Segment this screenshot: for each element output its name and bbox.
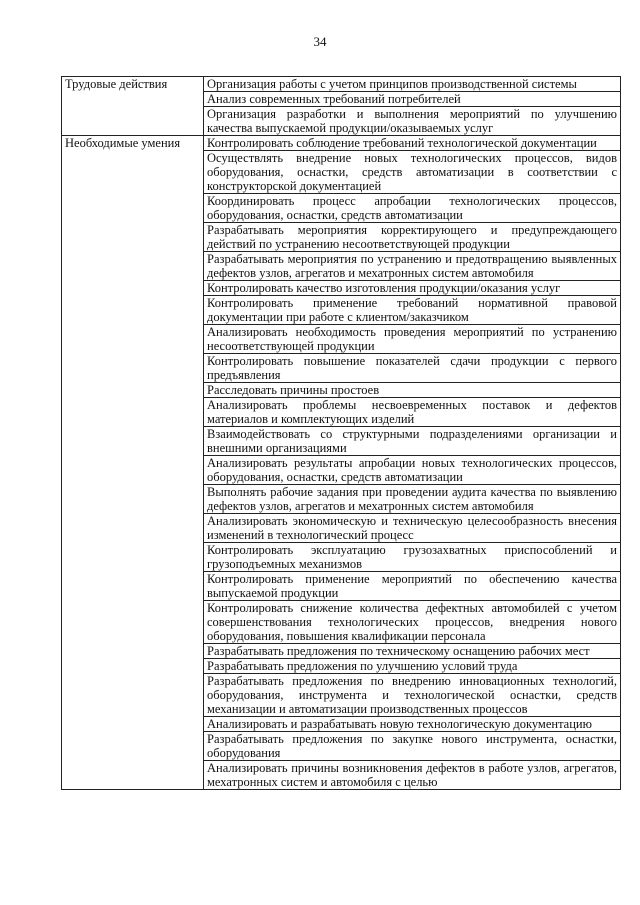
section-label: Необходимые умения bbox=[62, 136, 204, 790]
table-cell: Контролировать снижение количества дефектных автомобилей с учетом совершенствования технологических процессов, внедрения нового оборудования, повышения квалификации персонала bbox=[204, 601, 621, 644]
table-cell: Разрабатывать предложения по улучшению условий труда bbox=[204, 659, 621, 674]
table-cell: Анализировать необходимость проведения мероприятий по устранению несоответствующей продукции bbox=[204, 325, 621, 354]
page-number: 34 bbox=[313, 34, 327, 49]
table-cell: Анализ современных требований потребителей bbox=[204, 92, 621, 107]
table-cell: Контролировать соблюдение требований технологической документации bbox=[204, 136, 621, 151]
table-cell: Контролировать применение мероприятий по обеспечению качества выпускаемой продукции bbox=[204, 572, 621, 601]
table-cell: Контролировать повышение показателей сдачи продукции с первого предъявления bbox=[204, 354, 621, 383]
table-cell: Осуществлять внедрение новых технологических процессов, видов оборудования, оснастки, средств автоматизации в соответствии с конструкторской документацией bbox=[204, 151, 621, 194]
table-cell: Выполнять рабочие задания при проведении аудита качества по выявлению дефектов узлов, агрегатов и мехатронных систем автомобиля bbox=[204, 485, 621, 514]
table-cell: Анализировать проблемы несвоевременных поставок и дефектов материалов и комплектующих изделий bbox=[204, 398, 621, 427]
table-cell: Анализировать и разрабатывать новую технологическую документацию bbox=[204, 717, 621, 732]
table-cell: Организация работы с учетом принципов производственной системы bbox=[204, 77, 621, 92]
table-cell: Организация разработки и выполнения мероприятий по улучшению качества выпускаемой продукции/оказываемых услуг bbox=[204, 107, 621, 136]
table-cell: Разрабатывать мероприятия по устранению и предотвращению выявленных дефектов узлов, агрегатов и мехатронных систем автомобиля bbox=[204, 252, 621, 281]
section-label: Трудовые действия bbox=[62, 77, 204, 136]
table-cell: Анализировать результаты апробации новых технологических процессов, оборудования, оснастки, средств автоматизации bbox=[204, 456, 621, 485]
table-row bbox=[62, 136, 621, 151]
table-cell: Разрабатывать предложения по техническому оснащению рабочих мест bbox=[204, 644, 621, 659]
table-cell: Разрабатывать мероприятия корректирующего и предупреждающего действий по устранению несоответствующей продукции bbox=[204, 223, 621, 252]
table-cell: Анализировать причины возникновения дефектов в работе узлов, агрегатов, мехатронных систем и автомобиля с целью bbox=[204, 761, 621, 790]
table-cell: Разрабатывать предложения по внедрению инновационных технологий, оборудования, инструмента и технологической оснастки, средств механизации и автоматизации производственных процессов bbox=[204, 674, 621, 717]
table-cell: Взаимодействовать со структурными подразделениями организации и внешними организациями bbox=[204, 427, 621, 456]
table-row bbox=[62, 77, 621, 92]
table-cell: Разрабатывать предложения по закупке нового инструмента, оснастки, оборудования bbox=[204, 732, 621, 761]
table-cell: Координировать процесс апробации технологических процессов, оборудования, оснастки, средств автоматизации bbox=[204, 194, 621, 223]
table-cell: Контролировать применение требований нормативной правовой документации при работе с клиентом/заказчиком bbox=[204, 296, 621, 325]
table-cell: Контролировать эксплуатацию грузозахватных приспособлений и грузоподъемных механизмов bbox=[204, 543, 621, 572]
competency-table bbox=[61, 76, 621, 790]
table-cell: Расследовать причины простоев bbox=[204, 383, 621, 398]
table-cell: Контролировать качество изготовления продукции/оказания услуг bbox=[204, 281, 621, 296]
table-cell: Анализировать экономическую и техническую целесообразность внесения изменений в технологический процесс bbox=[204, 514, 621, 543]
